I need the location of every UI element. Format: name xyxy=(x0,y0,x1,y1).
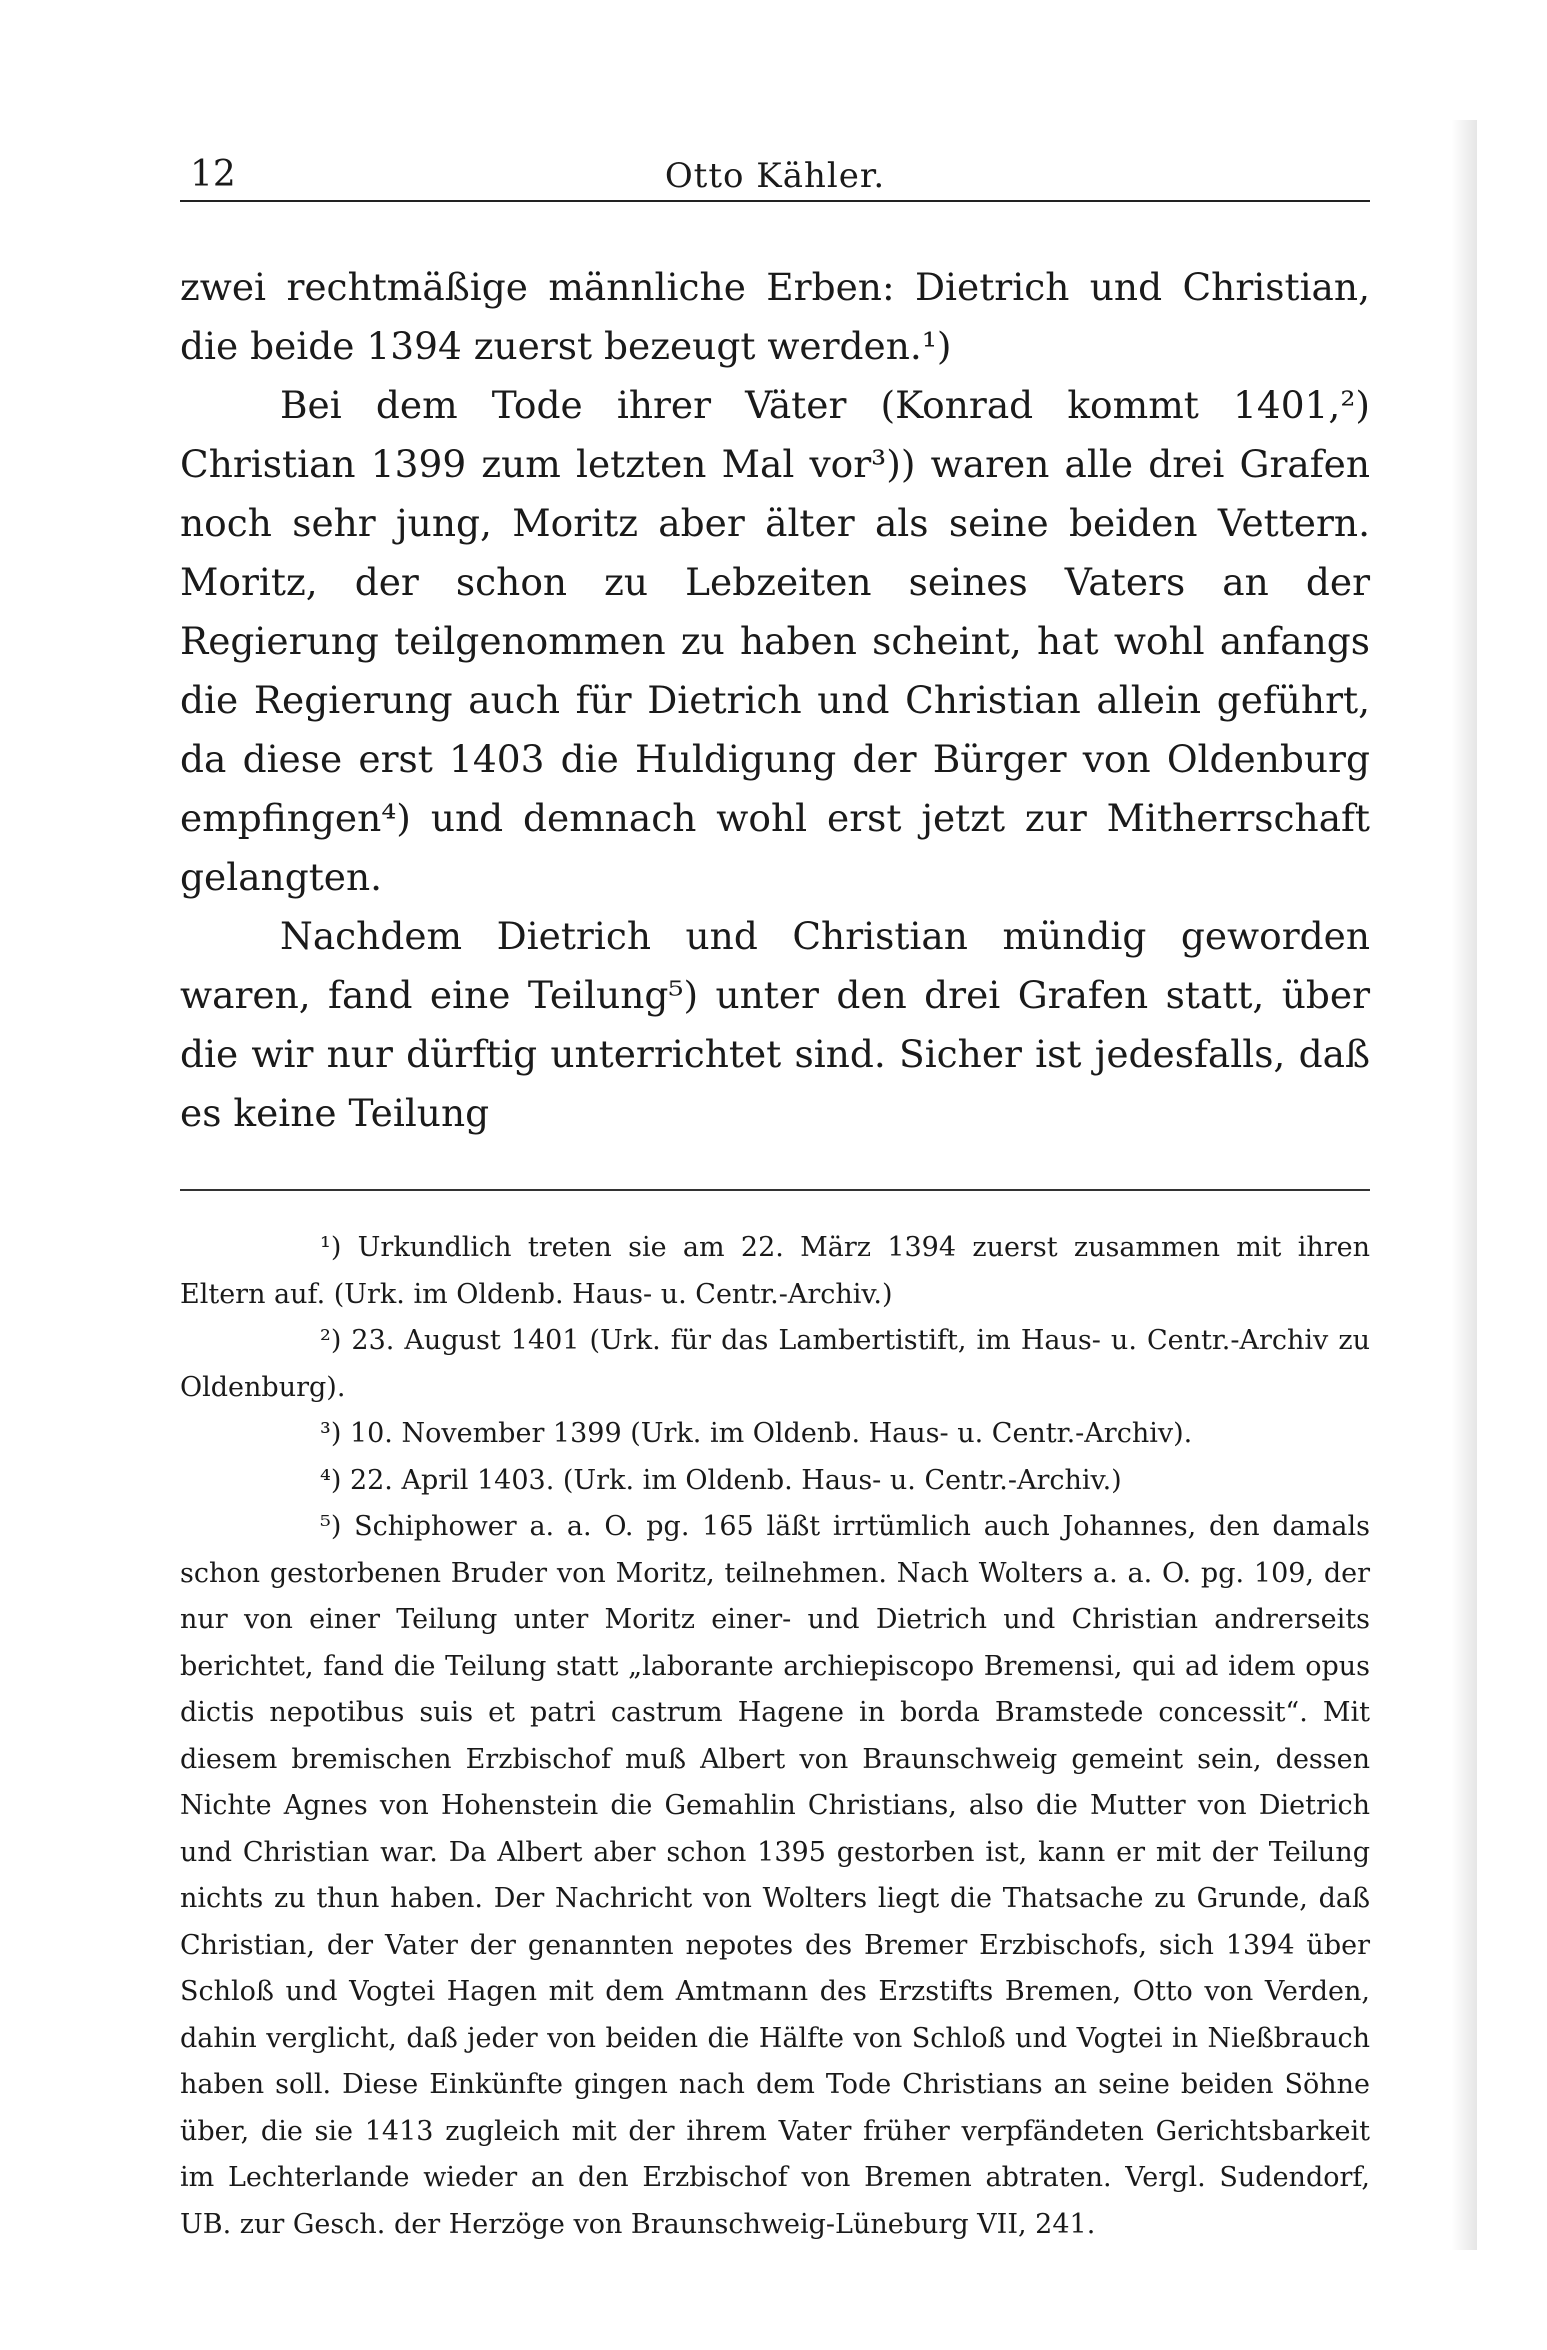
paragraph-3: Nachdem Dietrich und Christian mündig geworden waren, fand eine Teilung⁵) unter den drei Grafen statt, über die wir nur dürftig unterrichtet sind. Sicher ist jedesfalls, daß es keine Teilung xyxy=(180,914,1370,1135)
paragraph-1: zwei rechtmäßige männliche Erben: Dietrich und Christian, die beide 1394 zuerst bezeugt werden.¹) xyxy=(180,265,1370,368)
running-head: Otto Kähler. xyxy=(664,156,886,196)
footnote-4: ⁴) 22. April 1403. (Urk. im Oldenb. Haus- u. Centr.-Archiv.) xyxy=(320,1464,1122,1496)
footnote-2: ²) 23. August 1401 (Urk. für das Lambertistift, im Haus- u. Centr.-Archiv zu Oldenburg). xyxy=(180,1325,1370,1403)
scan-edge-shadow xyxy=(1451,120,1477,2250)
main-text xyxy=(180,258,1370,1143)
footnote-3: ³) 10. November 1399 (Urk. im Oldenb. Haus- u. Centr.-Archiv). xyxy=(320,1418,1193,1449)
paragraph-2: Bei dem Tode ihrer Väter (Konrad kommt 1401,²) Christian 1399 zum letzten Mal vor³)) waren alle drei Grafen noch sehr jung, Moritz aber älter als seine beiden Vettern. Moritz, der schon zu Lebzeiten seines Vaters an der Regierung teilgenommen zu haben scheint, hat wohl anfangs die Regierung auch für Dietrich und Christian allein geführt, da diese erst 1403 die Huldigung der Bürger von Oldenburg empfingen⁴) und demnach wohl erst jetzt zur Mitherrschaft gelangten. xyxy=(180,383,1370,899)
footnote-5: ⁵) Schiphower a. a. O. pg. 165 läßt irrtümlich auch Johannes, den damals schon gestorbenen Bruder von Moritz, teilnehmen. Nach Wolters a. a. O. pg. 109, der nur von einer Teilung unter Moritz einer- und Dietrich und Christian andrerseits berichtet, fand die Teilung statt „laborante archiepiscopo Bremensi, qui ad idem opus dictis nepotibus suis et patri castrum Hagene in borda Bramstede concessit“. Mit diesem bremischen Erzbischof muß Albert von Braunschweig gemeint sein, dessen Nichte Agnes von Hohenstein die Gemahlin Christians, also die Mutter von Dietrich und Christian war. Da Albert aber schon 1395 gestorben ist, kann er mit der Teilung nichts zu thun haben. Der Nachricht von Wolters liegt die Thatsache zu Grunde, daß Christian, der Vater der genannten nepotes des Bremer Erzbischofs, sich 1394 über Schloß und Vogtei Hagen mit dem Amtmann des Erzstifts Bremen, Otto von Verden, dahin verglicht, daß jeder von beiden die Hälfte von Schloß und Vogtei in Nießbrauch haben soll. Diese Einkünfte gingen nach dem Tode Christians an seine beiden Söhne über, die sie 1413 zugleich mit der ihrem Vater früher verpfändeten Gerichtsbarkeit im Lechterlande wieder an den Erzbischof von Bremen abtraten. Vergl. Sudendorf, UB. zur Gesch. der Herzöge von Braunschweig-Lüneburg VII, 241. xyxy=(180,1511,1370,2240)
footnotes xyxy=(180,1225,1370,2248)
footnote-separator xyxy=(180,1189,1370,1191)
page-header xyxy=(180,150,1370,202)
page-number: 12 xyxy=(190,154,236,195)
book-page xyxy=(180,150,1370,2248)
footnote-1: ¹) Urkundlich treten sie am 22. März 1394 zuerst zusammen mit ihren Eltern auf. (Urk. im Oldenb. Haus- u. Centr.-Archiv.) xyxy=(180,1232,1370,1310)
